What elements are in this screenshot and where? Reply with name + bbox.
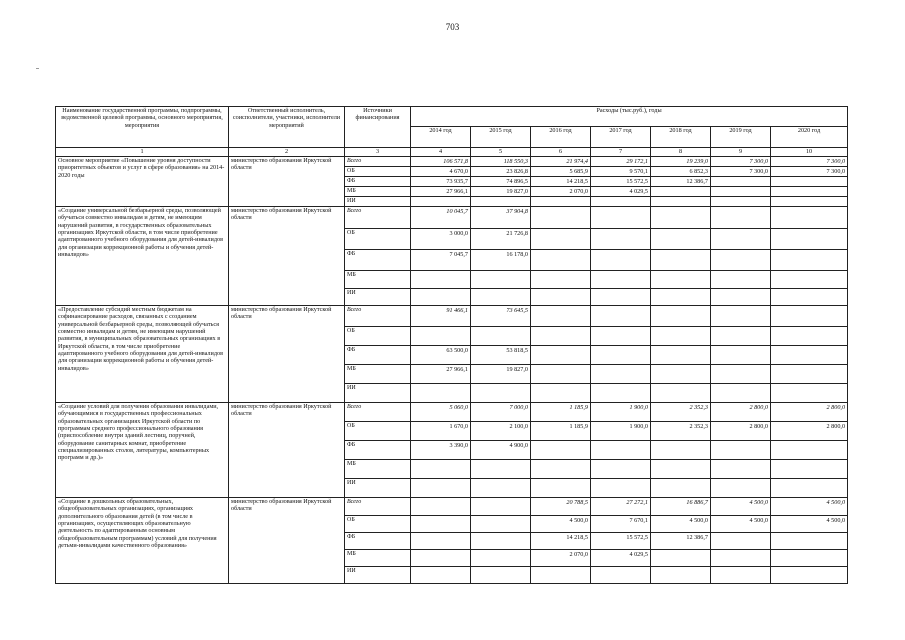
expense-value: 7 045,7 (411, 250, 471, 271)
funding-source: ФБ (345, 250, 411, 271)
expense-value: 15 572,5 (591, 533, 651, 550)
column-number: 5 (471, 148, 531, 157)
expense-value (531, 289, 591, 306)
expense-value: 4 500,0 (711, 498, 771, 516)
expense-value (411, 533, 471, 550)
scan-mark (36, 68, 39, 69)
expense-value: 29 172,1 (591, 157, 651, 167)
expense-value (711, 197, 771, 207)
expense-value: 2 800,0 (771, 422, 848, 441)
expense-value: 2 070,0 (531, 550, 591, 567)
expense-value (711, 365, 771, 384)
expense-value (651, 271, 711, 289)
expense-value (411, 384, 471, 403)
expense-value (771, 479, 848, 498)
expense-value (591, 567, 651, 584)
expense-value (471, 460, 531, 479)
expense-value (531, 197, 591, 207)
expense-value (771, 306, 848, 327)
funding-source: ФБ (345, 346, 411, 365)
expense-value (771, 250, 848, 271)
expense-value (591, 271, 651, 289)
funding-source: ФБ (345, 441, 411, 460)
funding-source: Всего (345, 306, 411, 327)
expense-value (771, 177, 848, 187)
expense-value: 4 029,5 (591, 550, 651, 567)
expense-value: 4 900,0 (471, 441, 531, 460)
expense-value: 15 572,5 (591, 177, 651, 187)
expense-value (771, 533, 848, 550)
measure-name: «Создание в дошкольных образовательных, общеобразовательных организациях, организациях дополнительного образования детей (в том числе в организациях, осуществляющих образовательную деятельность по адаптированным основным общеобразовательным программам) условий для получения детьми-инвалидами качественного образования» (56, 498, 229, 584)
expense-value (771, 207, 848, 229)
expense-value (411, 197, 471, 207)
measure-name: «Предоставление субсидий местным бюджетам на софинансирование расходов, связанных с созданием универсальной безбарьерной среды, позволяющей обучаться совместно инвалидам и детям, не имеющим нарушений развития, в муниципальных образовательных организациях в Иркутской области, в том числе приобретение адаптированного учебного оборудования для детей-инвалидов для организации коррекционной работы и обучения детей-инвалидов» (56, 306, 229, 403)
expense-value: 5 060,0 (411, 403, 471, 422)
table-row (56, 207, 848, 229)
expense-value: 74 896,5 (471, 177, 531, 187)
funding-source: ОБ (345, 167, 411, 177)
expense-value (711, 533, 771, 550)
expense-value (411, 289, 471, 306)
expense-value: 4 500,0 (771, 516, 848, 533)
expense-value (471, 550, 531, 567)
expense-value (651, 346, 711, 365)
funding-source: ИИ (345, 289, 411, 306)
expense-value (771, 365, 848, 384)
expense-value (711, 306, 771, 327)
header-source: Источники финансирования (345, 107, 411, 148)
expense-value (531, 365, 591, 384)
expense-value (711, 177, 771, 187)
expense-value (471, 197, 531, 207)
expense-value (711, 346, 771, 365)
expense-value: 3 390,0 (411, 441, 471, 460)
expense-value (651, 197, 711, 207)
expense-value (411, 498, 471, 516)
expense-value: 5 685,9 (531, 167, 591, 177)
expense-value (531, 384, 591, 403)
expense-value: 7 000,0 (471, 403, 531, 422)
column-number: 9 (711, 148, 771, 157)
expense-value (651, 460, 711, 479)
expense-value: 1 185,9 (531, 422, 591, 441)
expense-value (771, 327, 848, 346)
expense-value (711, 289, 771, 306)
column-number: 7 (591, 148, 651, 157)
expense-value (531, 460, 591, 479)
expense-value (771, 271, 848, 289)
funding-source: ОБ (345, 422, 411, 441)
expense-value: 2 800,0 (711, 403, 771, 422)
expense-value: 10 045,7 (411, 207, 471, 229)
expense-value (531, 306, 591, 327)
expense-value: 12 386,7 (651, 177, 711, 187)
expense-value: 106 571,8 (411, 157, 471, 167)
expense-value (531, 567, 591, 584)
expense-value: 1 900,0 (591, 422, 651, 441)
expense-value (711, 479, 771, 498)
expense-value: 118 550,3 (471, 157, 531, 167)
expense-value (711, 384, 771, 403)
column-number: 1 (56, 148, 229, 157)
funding-source: ИИ (345, 567, 411, 584)
header-name: Наименование государственной программы, подпрограммы, ведомственной целевой программы, основного мероприятия, мероприятия (56, 107, 229, 148)
expense-value (531, 441, 591, 460)
expense-value (771, 550, 848, 567)
expense-value: 91 466,1 (411, 306, 471, 327)
expense-value (711, 460, 771, 479)
funding-source: ФБ (345, 177, 411, 187)
expense-value: 73 935,7 (411, 177, 471, 187)
expense-value (531, 250, 591, 271)
expense-value: 4 500,0 (531, 516, 591, 533)
funding-source: ОБ (345, 327, 411, 346)
expense-value (591, 365, 651, 384)
expense-value (531, 327, 591, 346)
expense-value: 27 272,1 (591, 498, 651, 516)
executor-name: министерство образования Иркутской области (229, 498, 345, 584)
expense-value (591, 327, 651, 346)
expense-value: 53 818,5 (471, 346, 531, 365)
funding-source: МБ (345, 550, 411, 567)
expense-value: 7 300,0 (711, 167, 771, 177)
expense-value (651, 207, 711, 229)
expense-value (651, 479, 711, 498)
header-year: 2016 год (531, 127, 591, 148)
expense-value (651, 567, 711, 584)
expense-value (531, 229, 591, 250)
expense-value: 7 670,1 (591, 516, 651, 533)
column-number: 4 (411, 148, 471, 157)
table-row (56, 157, 848, 167)
expense-value: 7 300,0 (771, 167, 848, 177)
header-year: 2020 год (771, 127, 848, 148)
expense-value: 27 966,1 (411, 365, 471, 384)
expense-value (531, 271, 591, 289)
expense-value (651, 187, 711, 197)
expense-value: 16 178,0 (471, 250, 531, 271)
expense-value (591, 384, 651, 403)
expense-value (711, 229, 771, 250)
expense-value (651, 365, 711, 384)
expense-value: 1 670,0 (411, 422, 471, 441)
expense-value: 7 300,0 (711, 157, 771, 167)
expense-value (711, 327, 771, 346)
column-number: 3 (345, 148, 411, 157)
table-row (56, 306, 848, 327)
header-executor: Ответственный исполнитель, соисполнители, участники, исполнители мероприятий (229, 107, 345, 148)
funding-source: ИИ (345, 197, 411, 207)
header-year: 2015 год (471, 127, 531, 148)
expense-value (591, 346, 651, 365)
expense-value: 7 300,0 (771, 157, 848, 167)
expense-value (411, 460, 471, 479)
expense-value (411, 567, 471, 584)
expense-value (771, 567, 848, 584)
expense-value: 2 352,3 (651, 422, 711, 441)
expense-value (591, 441, 651, 460)
expense-value: 4 500,0 (651, 516, 711, 533)
measure-name: «Создание условий для получения образования инвалидами, обучающимися в государственных профессиональных образовательных организациях Иркутской области по программам среднего профессионального образования (приспособление внутри зданий лестниц, поручней, оборудование санитарных комнат, приобретение специализированных столов, литературы, компьютерных программ и др.)» (56, 403, 229, 498)
expense-value: 21 726,8 (471, 229, 531, 250)
expense-value (771, 229, 848, 250)
expense-value: 4 029,5 (591, 187, 651, 197)
expense-value: 16 886,7 (651, 498, 711, 516)
expense-value (591, 197, 651, 207)
funding-source: Всего (345, 207, 411, 229)
expense-value: 4 500,0 (771, 498, 848, 516)
expense-value (531, 479, 591, 498)
expense-value (471, 567, 531, 584)
expense-value (531, 207, 591, 229)
column-number: 6 (531, 148, 591, 157)
funding-source: ИИ (345, 479, 411, 498)
column-number: 8 (651, 148, 711, 157)
expense-value (651, 229, 711, 250)
expense-value (411, 550, 471, 567)
expense-value (711, 550, 771, 567)
funding-source: ФБ (345, 533, 411, 550)
expense-value: 23 826,8 (471, 167, 531, 177)
expense-value (771, 289, 848, 306)
expense-value (591, 229, 651, 250)
expense-value (711, 441, 771, 460)
expense-value (651, 441, 711, 460)
expense-value (591, 289, 651, 306)
expense-value: 2 800,0 (771, 403, 848, 422)
expense-value: 20 788,5 (531, 498, 591, 516)
funding-source: Всего (345, 403, 411, 422)
funding-source: ИИ (345, 384, 411, 403)
expense-value: 2 352,3 (651, 403, 711, 422)
expense-value (771, 187, 848, 197)
expense-value (411, 479, 471, 498)
executor-name: министерство образования Иркутской области (229, 306, 345, 403)
funding-source: МБ (345, 365, 411, 384)
expense-value (591, 306, 651, 327)
executor-name: министерство образования Иркутской области (229, 403, 345, 498)
table-row (56, 403, 848, 422)
expense-value (471, 271, 531, 289)
expense-value (471, 289, 531, 306)
executor-name: министерство образования Иркутской области (229, 207, 345, 306)
header-year: 2014 год (411, 127, 471, 148)
expense-value: 2 100,0 (471, 422, 531, 441)
funding-source: МБ (345, 460, 411, 479)
expense-value (771, 346, 848, 365)
expense-value (531, 346, 591, 365)
expense-value (591, 460, 651, 479)
expense-value: 1 185,9 (531, 403, 591, 422)
table-row (56, 498, 848, 516)
header-year: 2017 год (591, 127, 651, 148)
expense-value (651, 384, 711, 403)
expense-value: 6 852,3 (651, 167, 711, 177)
funding-source: Всего (345, 157, 411, 167)
funding-source: ОБ (345, 516, 411, 533)
expense-value: 27 966,1 (411, 187, 471, 197)
expense-value (591, 479, 651, 498)
expense-value (711, 187, 771, 197)
expense-value (651, 327, 711, 346)
expense-value: 37 904,8 (471, 207, 531, 229)
expense-value: 4 500,0 (711, 516, 771, 533)
header-year: 2019 год (711, 127, 771, 148)
expense-value (411, 327, 471, 346)
expense-value: 63 500,0 (411, 346, 471, 365)
expense-value: 1 900,0 (591, 403, 651, 422)
expense-value (411, 271, 471, 289)
header-year: 2018 год (651, 127, 711, 148)
expense-value (471, 384, 531, 403)
measure-name: «Создание универсальной безбарьерной среды, позволяющей обучаться совместно инвалидам и детям, не имеющим нарушений развития, в государственных образовательных организациях Иркутской области, в том числе приобретение адаптированного учебного оборудования для детей-инвалидов для организации коррекционной работы и обучения детей-инвалидов» (56, 207, 229, 306)
expense-value (771, 197, 848, 207)
measure-name: Основное мероприятие «Повышение уровня доступности приоритетных объектов и услуг в сфере образования» на 2014-2020 годы (56, 157, 229, 207)
funding-source: МБ (345, 271, 411, 289)
funding-source: ОБ (345, 229, 411, 250)
expense-value (411, 516, 471, 533)
header-expenses: Расходы (тыс.руб.), годы (411, 107, 848, 127)
column-number-row (56, 148, 848, 157)
expense-value: 12 386,7 (651, 533, 711, 550)
expense-value: 2 800,0 (711, 422, 771, 441)
expense-value (771, 441, 848, 460)
expense-value: 14 218,5 (531, 177, 591, 187)
expense-value (651, 289, 711, 306)
expense-value: 9 570,1 (591, 167, 651, 177)
expense-value (591, 207, 651, 229)
expense-value (471, 479, 531, 498)
executor-name: министерство образования Иркутской области (229, 157, 345, 207)
expense-value (471, 516, 531, 533)
expense-value: 19 239,0 (651, 157, 711, 167)
expense-value (711, 271, 771, 289)
expense-value (771, 460, 848, 479)
expense-value (711, 207, 771, 229)
expense-value: 73 645,5 (471, 306, 531, 327)
expense-value (591, 250, 651, 271)
expense-value: 3 000,0 (411, 229, 471, 250)
expense-value: 19 827,0 (471, 187, 531, 197)
table-body (56, 157, 848, 584)
expense-value (711, 567, 771, 584)
expense-value (471, 533, 531, 550)
funding-source: Всего (345, 498, 411, 516)
expense-value (651, 250, 711, 271)
column-number: 10 (771, 148, 848, 157)
budget-table (55, 106, 848, 584)
expense-value (471, 327, 531, 346)
expense-value: 14 218,5 (531, 533, 591, 550)
expense-value: 21 974,4 (531, 157, 591, 167)
column-number: 2 (229, 148, 345, 157)
expense-value: 2 070,0 (531, 187, 591, 197)
expense-value (471, 498, 531, 516)
expense-value (711, 250, 771, 271)
expense-value (651, 306, 711, 327)
expense-value: 4 670,0 (411, 167, 471, 177)
funding-source: МБ (345, 187, 411, 197)
expense-value (651, 550, 711, 567)
page-number: 703 (445, 22, 460, 32)
expense-value: 19 827,0 (471, 365, 531, 384)
expense-value (771, 384, 848, 403)
